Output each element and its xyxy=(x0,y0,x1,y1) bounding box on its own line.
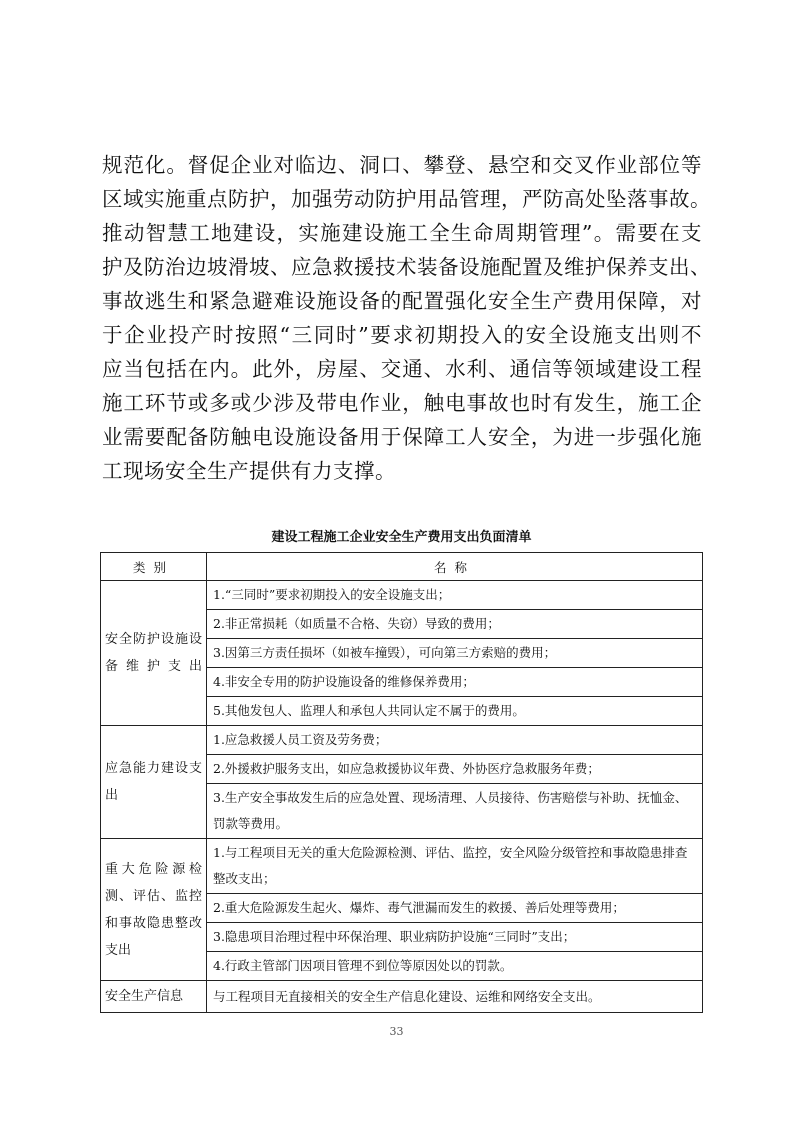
page-number: 33 xyxy=(389,1025,404,1038)
item-cell: 3.生产安全事故发生后的应急处置、现场清理、人员接待、伤害赔偿与补助、抚恤金、罚款等费用。 xyxy=(207,784,703,839)
paragraph-line: 推动智慧工地建设，实施建设施工全生命周期管理”。需要在支 xyxy=(102,221,702,245)
table-row xyxy=(101,839,703,894)
item-cell: 1.与工程项目无关的重大危险源检测、评估、监控，安全风险分级管控和事故隐患排查整改支出； xyxy=(207,839,703,894)
category-cell: 安全防护设施设备维护支出 xyxy=(101,581,207,726)
paragraph-line: 规范化。督促企业对临边、洞口、攀登、悬空和交叉作业部位等 xyxy=(102,153,702,177)
item-cell: 1.“三同时”要求初期投入的安全设施支出； xyxy=(207,581,703,610)
category-cell: 安全生产信息 xyxy=(101,981,207,1013)
paragraph-line: 施工环节或多或少涉及带电作业，触电事故也时有发生，施工企 xyxy=(102,391,702,415)
header-name: 名称 xyxy=(207,553,703,581)
body-paragraph xyxy=(102,148,711,488)
paragraph-line: 于企业投产时按照“三同时”要求初期投入的安全设施支出则不 xyxy=(102,323,702,347)
paragraph-line: 护及防治边坡滑坡、应急救援技术装备设施配置及维护保养支出、 xyxy=(102,255,711,279)
item-cell: 与工程项目无直接相关的安全生产信息化建设、运维和网络安全支出。 xyxy=(207,981,703,1013)
item-cell: 4.非安全专用的防护设施设备的维修保养费用； xyxy=(207,668,703,697)
item-cell: 2.外援救护服务支出，如应急救援协议年费、外协医疗急救服务年费； xyxy=(207,755,703,784)
paragraph-line: 工现场安全生产提供有力支撑。 xyxy=(102,459,396,483)
table-title: 建设工程施工企业安全生产费用支出负面清单 xyxy=(271,530,532,545)
table-header-row xyxy=(101,553,703,581)
item-cell: 5.其他发包人、监理人和承包人共同认定不属于的费用。 xyxy=(207,697,703,726)
table-row xyxy=(101,726,703,755)
category-cell: 应急能力建设支出 xyxy=(101,726,207,839)
paragraph-line: 区域实施重点防护，加强劳动防护用品管理，严防高处坠落事故。 xyxy=(102,187,711,211)
table-row xyxy=(101,981,703,1013)
item-cell: 3.因第三方责任损坏（如被车撞毁），可向第三方索赔的费用； xyxy=(207,639,703,668)
paragraph-line: 事故逃生和紧急避难设施设备的配置强化安全生产费用保障，对 xyxy=(102,289,702,313)
item-cell: 2.重大危险源发生起火、爆炸、毒气泄漏而发生的救援、善后处理等费用； xyxy=(207,894,703,923)
header-category: 类别 xyxy=(101,553,207,581)
negative-list-table xyxy=(100,552,703,1013)
paragraph-line: 应当包括在内。此外，房屋、交通、水利、通信等领域建设工程 xyxy=(102,357,702,381)
category-cell: 重大危险源检测、评估、监控和事故隐患整改支出 xyxy=(101,839,207,981)
item-cell: 1.应急救援人员工资及劳务费； xyxy=(207,726,703,755)
item-cell: 2.非正常损耗（如质量不合格、失窃）导致的费用； xyxy=(207,610,703,639)
paragraph-line: 业需要配备防触电设施设备用于保障工人安全，为进一步强化施 xyxy=(102,425,702,449)
item-cell: 3.隐患项目治理过程中环保治理、职业病防护设施“三同时”支出； xyxy=(207,923,703,952)
item-cell: 4.行政主管部门因项目管理不到位等原因处以的罚款。 xyxy=(207,952,703,981)
table-row xyxy=(101,581,703,610)
